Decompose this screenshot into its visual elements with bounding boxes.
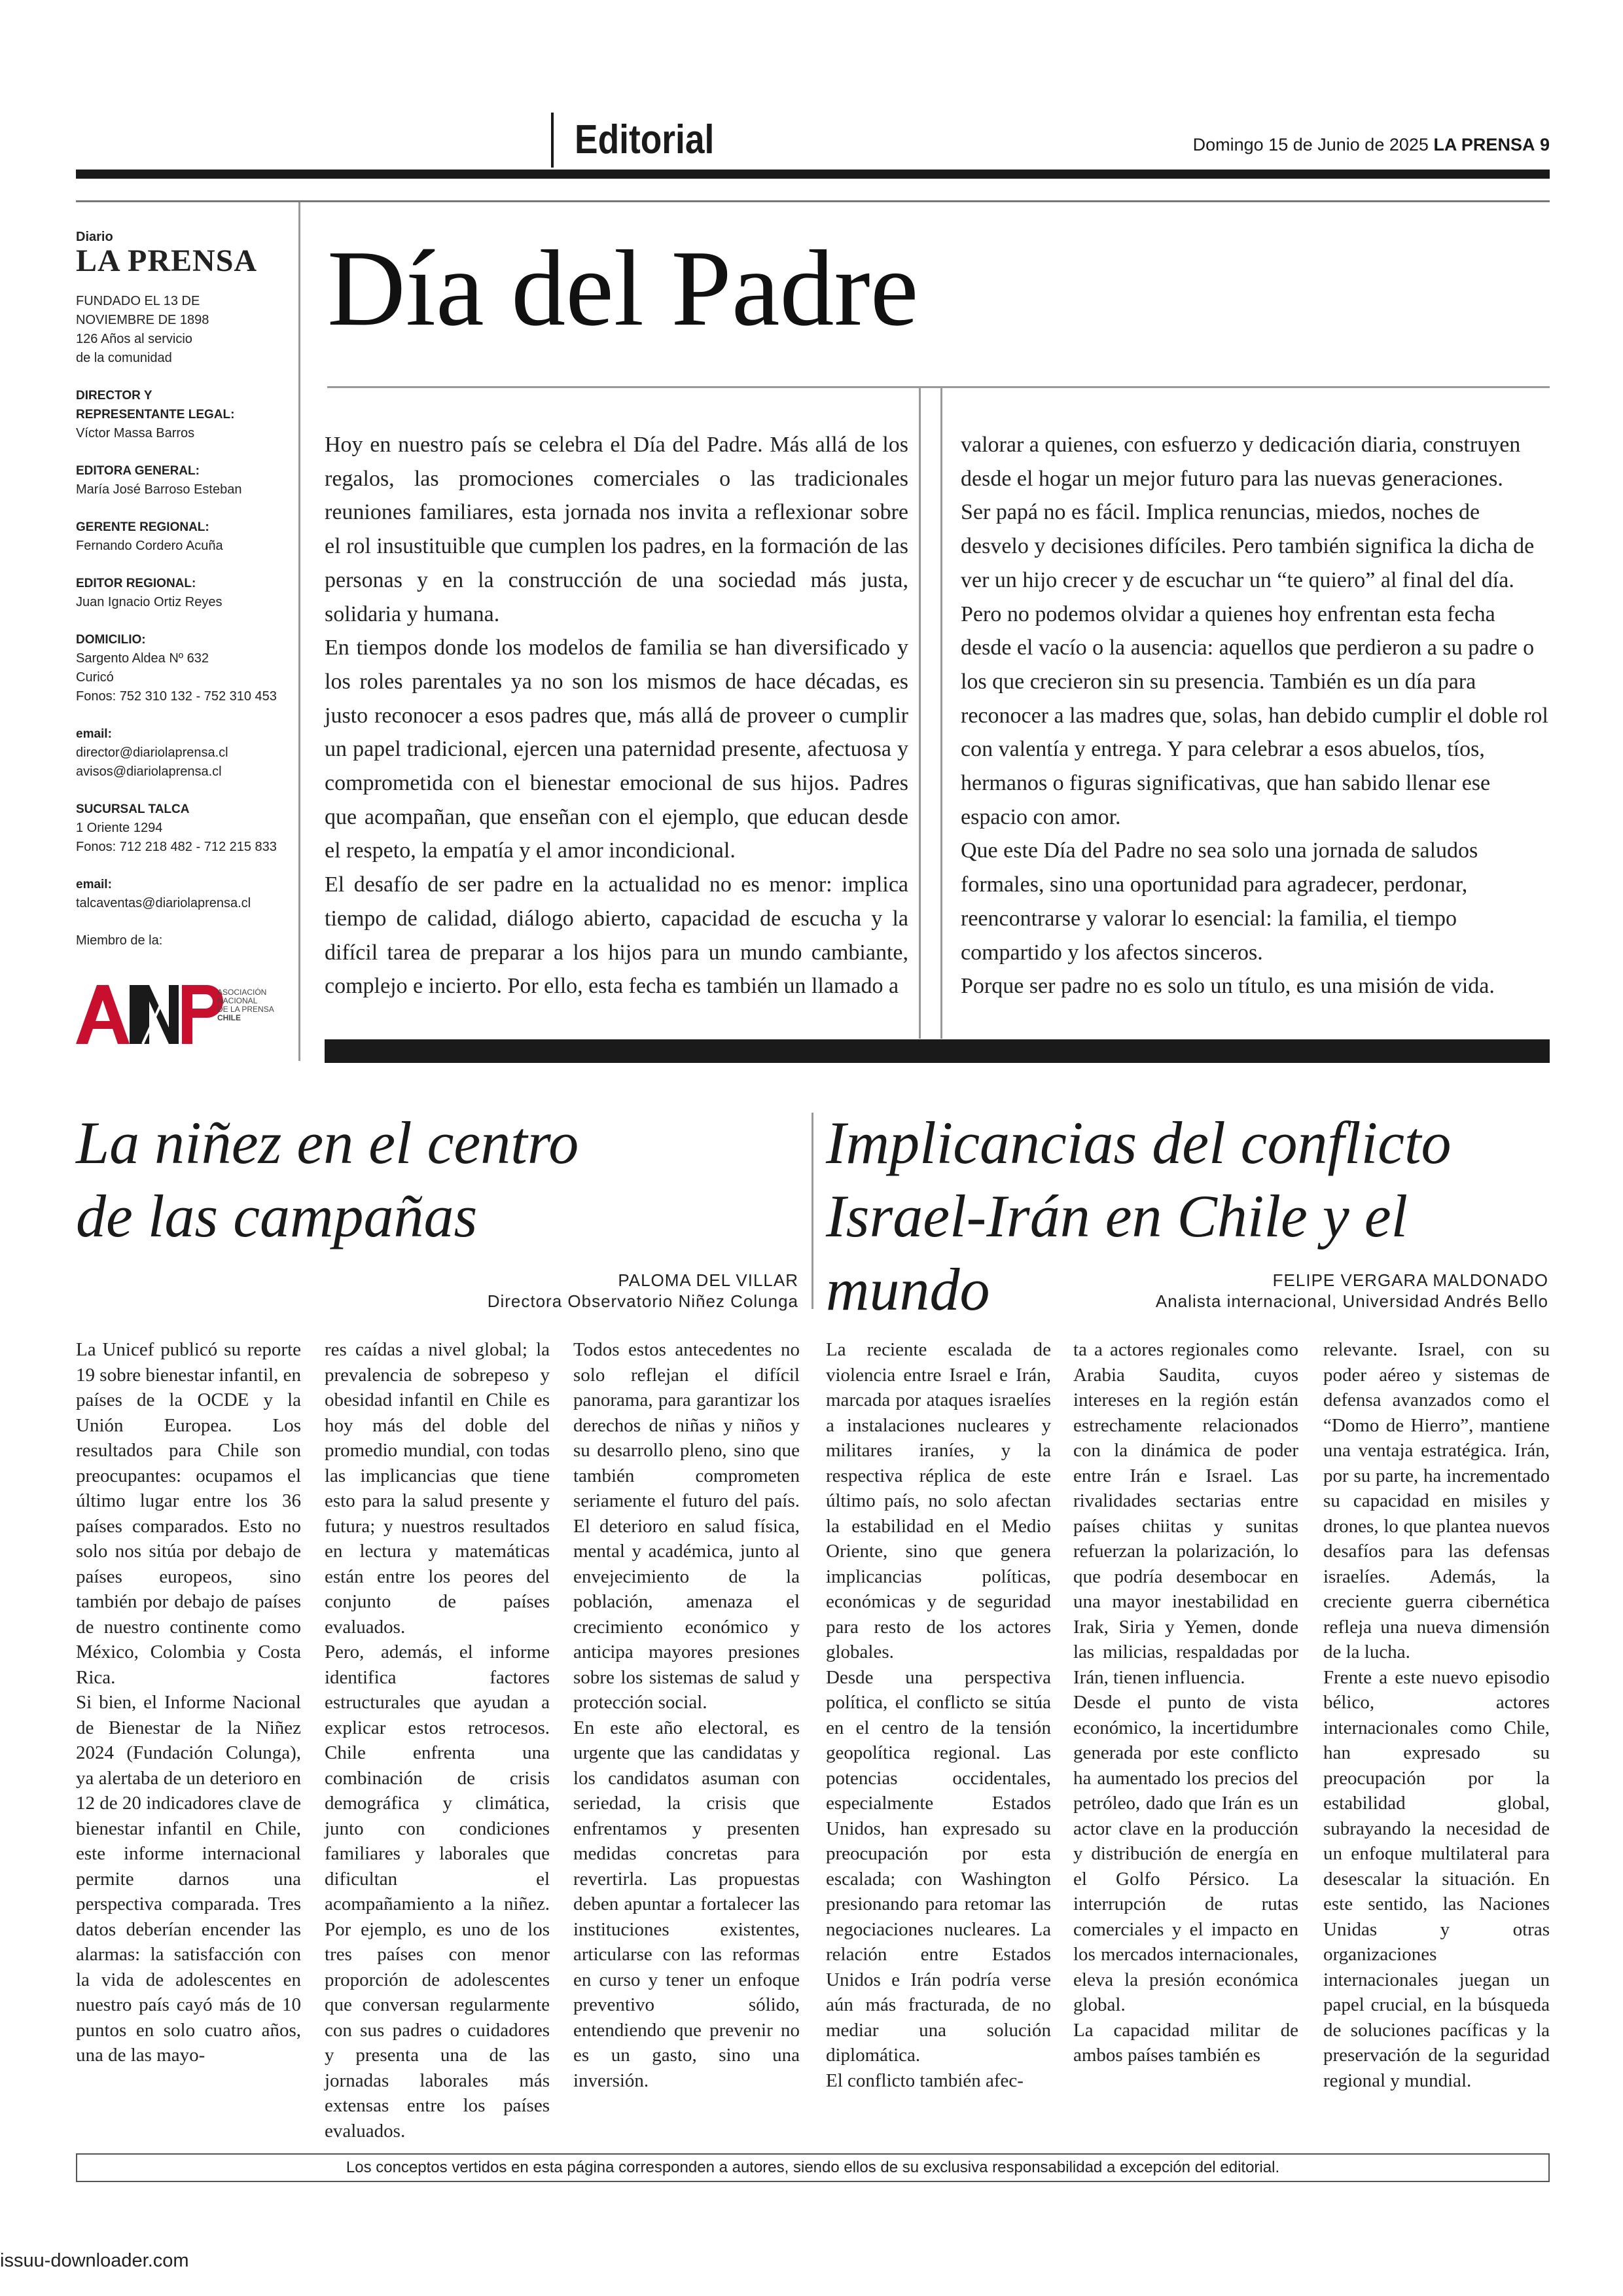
staff-value: Fonos: 752 310 132 - 752 310 453 xyxy=(76,689,277,704)
header-divider xyxy=(551,113,554,168)
paragraph: Todos estos antecedentes no solo reflejan el difícil panorama, para garantizar los derechos de niñas y niños y su desarrollo pleno, sino que también comprometen seriamente el futuro del país. El deterioro en salud física, mental y académica, junto al envejecimiento de la población, amenaza el crecimiento económico y anticipa mayores presiones sobre los sistemas de salud y protección social. xyxy=(573,1339,800,1713)
author-role: Analista internacional, Universidad Andrés Bello xyxy=(1155,1291,1548,1311)
masthead-diario: Diario xyxy=(76,230,113,244)
member-label: Miembro de la: xyxy=(76,933,163,948)
staff-value: Fonos: 712 218 482 - 712 215 833 xyxy=(76,840,277,854)
anp-line: ASOCIACIÓN xyxy=(217,988,267,997)
staff-label: DOMICILIO: xyxy=(76,633,146,647)
masthead-founded xyxy=(76,292,292,368)
opinion1-column-1 xyxy=(76,1337,301,2068)
opinion2-byline xyxy=(826,1270,1548,1312)
paragraph: En tiempos donde los modelos de familia se han diversificado y los roles parentales ya no son los mismos de hace décadas, es justo reconocer a esos padres que, más allá de proveer o cumplir un papel tradicional, ejercen una paternidad presente, afectuosa y comprometida con el bienestar emocional de sus hijos. Padres que acompañan, que enseñan con el ejemplo, que educan desde el respeto, la empatía y el amor incondicional. xyxy=(325,636,908,863)
staff-entry xyxy=(76,386,292,443)
author-role: Directora Observatorio Niñez Colunga xyxy=(487,1291,798,1311)
editorial-title-rule xyxy=(327,386,1550,388)
staff-value: 1 Oriente 1294 xyxy=(76,821,163,835)
staff-entry xyxy=(76,630,292,706)
staff-list xyxy=(76,386,292,913)
staff-label: EDITOR REGIONAL: xyxy=(76,577,196,590)
anp-logo-graphic xyxy=(76,982,285,1044)
staff-label: GERENTE REGIONAL: xyxy=(76,520,209,534)
staff-entry xyxy=(76,875,292,913)
staff-entry xyxy=(76,800,292,857)
header-date-line xyxy=(1193,135,1550,155)
staff-value[interactable]: director@diariolaprensa.cl xyxy=(76,745,228,760)
header-paper: LA PRENSA xyxy=(1433,135,1535,154)
anp-logo-letters xyxy=(76,985,130,1044)
opinion1-column-2 xyxy=(325,1337,550,2144)
opinion2-column-3 xyxy=(1323,1337,1550,2093)
paragraph: La reciente escalada de violencia entre Israel e Irán, marcada por ataques israelíes a instalaciones nucleares y militares iraníes, y la respectiva réplica de este último país, no solo afectan la estabilidad en el Medio Oriente, sino que genera implicancias políticas, económicas y de seguridad para resto de los actores globales. xyxy=(826,1339,1051,1662)
header-date: Domingo 15 de Junio de 2025 xyxy=(1192,135,1429,154)
paragraph: El conflicto también afec- xyxy=(826,2070,1024,2091)
anp-line: DE LA PRENSA xyxy=(217,1005,274,1014)
headline-line: La niñez en el centro xyxy=(76,1109,579,1176)
disclaimer: Los conceptos vertidos en esta página corresponden a autores, siendo ellos de su exclusiva responsabilidad a excepción del editorial. xyxy=(76,2153,1550,2182)
editorial-column-rule xyxy=(919,388,921,1039)
header-rule-thin xyxy=(76,200,1550,202)
paragraph: Pero no podemos olvidar a quienes hoy enfrentan esta fecha desde el vacío o la ausencia: aquellos que perdieron a su padre o los que crecieron sin su presencia. También es un día para reconocer a las madres que, solas, han debido cumplir el doble rol con valentía y entrega. Y para celebrar a esos abuelos, tíos, hermanos o figuras significativas, que han sabido llenar ese espacio con amor. xyxy=(961,601,1548,829)
paragraph: Pero, además, el informe identifica factores estructurales que ayudan a explicar estos retrocesos. Chile enfrenta una combinación de crisis demográfica y climática, junto con condiciones familiares y laborales que dificultan el acompañamiento a la niñez. Por ejemplo, es uno de los tres países con menor proporción de adolescentes que conversan regularmente con sus padres o cuidadores y presenta una de las jornadas laborales más extensas entre los países evaluados. xyxy=(325,1641,550,2142)
paragraph: El desafío de ser padre en la actualidad no es menor: implica tiempo de calidad, diálogo abierto, capacidad de escucha y la difícil tarea de preparar a los hijos para un mundo cambiante, complejo e incierto. Por ello, esta fecha es también un llamado a xyxy=(325,872,908,999)
headline-line: de las campañas xyxy=(76,1183,478,1249)
anp-logo xyxy=(76,982,285,1044)
paragraph: Que este Día del Padre no sea solo una jornada de saludos formales, sino una oportunidad para agradecer, perdonar, reencontrarse y valorar lo esencial: la familia, el tiempo compartido y los afectos sinceros. xyxy=(961,838,1478,965)
author-name: FELIPE VERGARA MALDONADO xyxy=(1272,1270,1548,1290)
staff-value: Fernando Cordero Acuña xyxy=(76,539,223,553)
staff-label: SUCURSAL TALCA xyxy=(76,802,190,816)
editorial-column-rule xyxy=(940,388,942,1039)
staff-entry xyxy=(76,574,292,612)
staff-entry xyxy=(76,518,292,556)
staff-value: Curicó xyxy=(76,670,114,685)
headline-line: Israel-Irán en Chile y el mundo xyxy=(826,1183,1408,1323)
staff-value: Sargento Aldea Nº 632 xyxy=(76,651,209,666)
masthead-brand: LA PRENSA xyxy=(76,243,258,278)
editorial-title: Día del Padre xyxy=(327,228,919,348)
opinion1-byline xyxy=(76,1270,798,1312)
paragraph: relevante. Israel, con su poder aéreo y sistemas de defensa avanzados como el “Domo de Hierro”, mantiene una ventaja estratégica. Irán, por su parte, ha incrementado su capacidad en misiles y drones, lo que plantea nuevos desafíos para las defensas israelíes. Además, la creciente guerra cibernética refleja una nueva dimensión de la lucha. xyxy=(1323,1339,1550,1662)
editorial-bottom-bar xyxy=(325,1039,1550,1063)
opinion-divider xyxy=(812,1113,813,1309)
sidebar-rule xyxy=(298,202,300,1061)
headline-line: Implicancias del conflicto xyxy=(826,1109,1452,1176)
staff-value[interactable]: talcaventas@diariolaprensa.cl xyxy=(76,896,251,910)
paragraph: ta a actores regionales como Arabia Saudita, cuyos intereses en la región están estrechamente relacionados con la dinámica de poder entre Irán e Israel. Las rivalidades sectarias entre países chiitas y sunitas refuerzan la polarización, lo que podría desembocar en una mayor inestabilidad en Irak, Siria y Yemen, donde las milicias, respaldadas por Irán, tienen influencia. xyxy=(1073,1339,1298,1688)
editorial-column-2 xyxy=(961,428,1550,1003)
paragraph: En este año electoral, es urgente que las candidatas y los candidatos asuman con seriedad, la crisis que enfrentamos y presenten medidas concretas para revertirla. Las propuestas deben apuntar a fortalecer las instituciones existentes, articularse con las reformas en curso y tener un enfoque preventivo sólido, entendiendo que prevenir no es un gasto, sino una inversión. xyxy=(573,1717,800,2091)
opinion1-headline xyxy=(76,1106,796,1253)
header-page-number: 9 xyxy=(1539,135,1550,154)
paragraph: Ser papá no es fácil. Implica renuncias, miedos, noches de desvelo y decisiones difíciles. Pero también significa la dicha de ver un hijo crecer y de escuchar un “te quiero” al final del día. xyxy=(961,500,1535,592)
staff-entry xyxy=(76,725,292,781)
staff-label: EDITORA GENERAL: xyxy=(76,464,200,478)
staff-value: Víctor Massa Barros xyxy=(76,426,195,440)
paragraph: La Unicef publicó su reporte 19 sobre bienestar infantil, en países de la OCDE y la Unión Europea. Los resultados para Chile son preocupantes: ocupamos el último lugar entre los 36 países comparados. Esto no solo nos sitúa por debajo de países europeos, sino también por debajo de países de nuestro continente como México, Colombia y Costa Rica. xyxy=(76,1339,301,1688)
founded-line: NOVIEMBRE DE 1898 xyxy=(76,313,209,327)
paragraph: res caídas a nivel global; la prevalencia de sobrepeso y obesidad infantil en Chile es hoy más del doble del promedio mundial, con todas las implicancias que tiene esto para la salud presente y futura; y nuestros resultados en lectura y matemáticas están entre los peores del conjunto de países evaluados. xyxy=(325,1339,550,1638)
anp-line: CHILE xyxy=(217,1013,241,1022)
paragraph: Desde el punto de vista económico, la incertidumbre generada por este conflicto ha aumentado los precios del petróleo, dado que Irán es un actor clave en la producción y distribución de energía en el Golfo Pérsico. La interrupción de rutas comerciales y el impacto en los mercados internacionales, eleva la presión económica global. xyxy=(1073,1692,1298,2015)
watermark: issuu-downloader.com xyxy=(0,2250,189,2271)
staff-label: email: xyxy=(76,878,112,891)
opinion1-column-3 xyxy=(573,1337,800,2093)
paragraph: Frente a este nuevo episodio bélico, actores internacionales como Chile, han expresado su preocupación por la estabilidad global, subrayando la necesidad de un enfoque multilateral para desescalar la situación. En este sentido, las Naciones Unidas y otras organizaciones internacionales juegan un papel crucial, en la búsqueda de soluciones pacíficas y la preservación de la seguridad regional y mundial. xyxy=(1323,1666,1550,2091)
editorial-column-1 xyxy=(325,428,908,1003)
staff-value: María José Barroso Esteban xyxy=(76,482,242,497)
staff-entry xyxy=(76,461,292,499)
staff-label: DIRECTOR Y xyxy=(76,389,152,403)
header-rule-thick xyxy=(76,170,1550,179)
staff-label: email: xyxy=(76,727,112,741)
staff-value[interactable]: avisos@diariolaprensa.cl xyxy=(76,764,222,779)
masthead xyxy=(76,229,292,950)
opinion2-column-1 xyxy=(826,1337,1051,2093)
paragraph: Si bien, el Informe Nacional de Bienestar de la Niñez 2024 (Fundación Colunga), ya alertaba de un deterioro en 12 de 20 indicadores clave de bienestar infantil en Chile, este informe internacional permite darnos una perspectiva comparada. Tres datos deberían encender las alarmas: la satisfacción con la vida de adolescentes en nuestro país cayó más de 10 puntos en solo cuatro años, una de las mayo- xyxy=(76,1692,301,2066)
opinion2-column-2 xyxy=(1073,1337,1298,2068)
paragraph: Desde una perspectiva política, el conflicto se sitúa en el centro de la tensión geopolítica regional. Las potencias occidentales, especialmente Estados Unidos, han expresado su preocupación por esta escalada; con Washington presionando para retomar las negociaciones nucleares. La relación entre Estados Unidos e Irán podría verse aún más fracturada, de no mediar una solución diplomática. xyxy=(826,1666,1051,2066)
paragraph: Porque ser padre no es solo un título, es una misión de vida. xyxy=(961,974,1495,999)
paragraph: valorar a quienes, con esfuerzo y dedicación diaria, construyen desde el hogar un mejor futuro para las nuevas generaciones. xyxy=(961,433,1521,491)
anp-line: NACIONAL xyxy=(217,996,258,1005)
section-title: Editorial xyxy=(575,117,715,162)
author-name: PALOMA DEL VILLAR xyxy=(618,1270,798,1290)
founded-line: FUNDADO EL 13 DE xyxy=(76,294,200,308)
founded-line: 126 Años al servicio xyxy=(76,332,192,346)
staff-label: REPRESENTANTE LEGAL: xyxy=(76,408,235,422)
founded-line: de la comunidad xyxy=(76,351,172,365)
paragraph: La capacidad militar de ambos países también es xyxy=(1073,2019,1298,2066)
staff-value: Juan Ignacio Ortiz Reyes xyxy=(76,595,223,609)
paragraph: Hoy en nuestro país se celebra el Día del Padre. Más allá de los regalos, las promociones comerciales o las tradicionales reuniones familiares, esta jornada nos invita a reflexionar sobre el rol insustituible que cumplen los padres, en la formación de las personas y en la construcción de una sociedad más justa, solidaria y humana. xyxy=(325,433,908,626)
